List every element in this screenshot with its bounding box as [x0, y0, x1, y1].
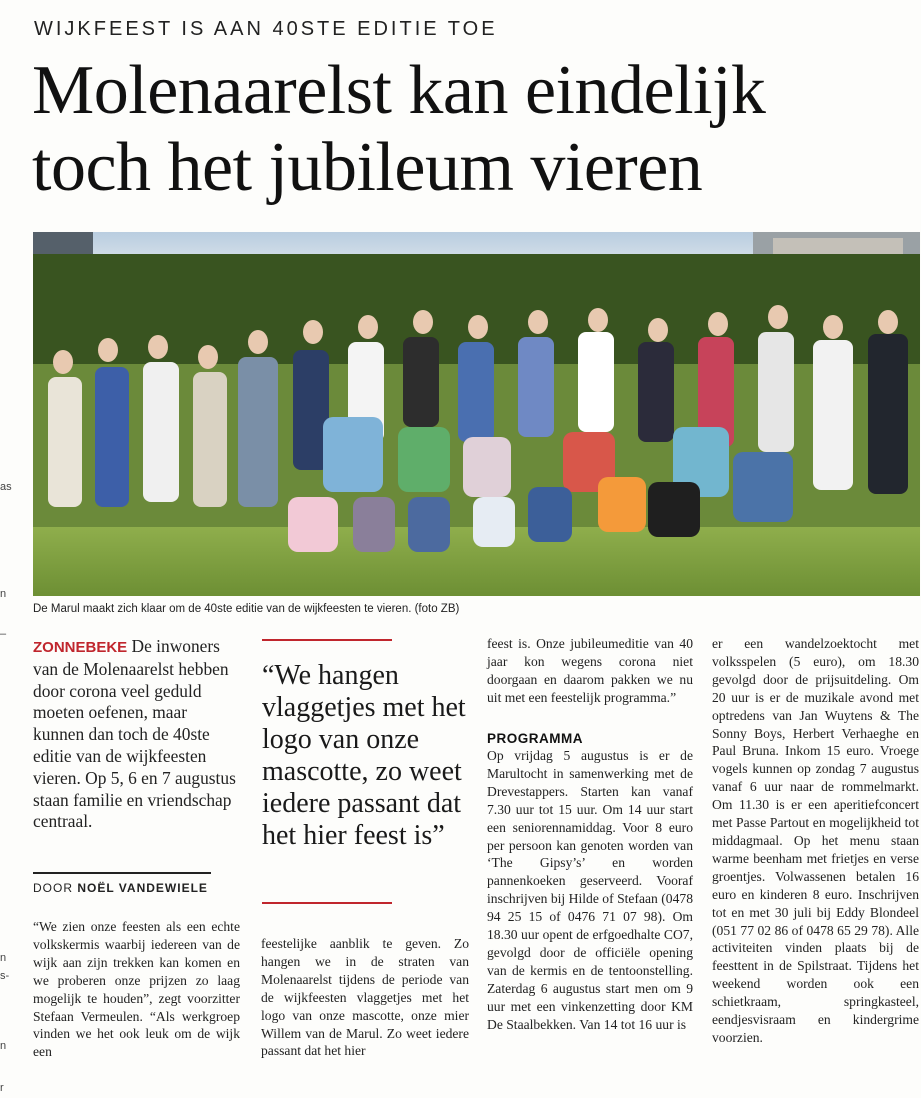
byline-prefix: DOOR [33, 881, 78, 895]
headline-line-1: Molenaarelst kan eindelijk [32, 52, 766, 129]
edge-fragment: n [0, 588, 7, 600]
dateline-place: ZONNEBEKE [33, 639, 128, 656]
body-column-1: “We zien onze feesten als een echte volkskermis waarbij iedereen van de wijk aan zijn trekken kan komen en we proberen onze prijzen zo laag mogelijk te houden”, zegt voorzitter Stefaan Vermeulen. “Als werkgroep vinden we het ook leuk om de wijk een [33, 919, 240, 1060]
group-photo-illustration [33, 232, 920, 596]
byline-author: NOËL VANDEWIELE [77, 881, 208, 895]
edge-fragment: – [0, 628, 7, 640]
program-heading: PROGRAMMA [487, 731, 583, 746]
quote-top-rule [262, 639, 392, 641]
group-photo [33, 232, 920, 596]
headline-line-2: toch het jubileum vieren [32, 129, 703, 206]
photo-caption: De Marul maakt zich klaar om de 40ste editie van de wijkfeesten te vieren. (foto ZB) [33, 603, 460, 615]
edge-fragment: r [0, 1082, 4, 1094]
lead-paragraph [33, 636, 241, 833]
body-column-2: feestelijke aanblik te geven. Zo hangen we in de straten van Molenaarelst tijdens de periode van de wijkfeesten vlaggetjes met het logo van onze mascotte, onze mier Willem van de Marul. Zo weet iedere passant dat het hier [261, 936, 469, 1059]
byline [33, 881, 208, 895]
article-kicker: WIJKFEEST IS AAN 40STE EDITIE TOE [34, 18, 498, 40]
article-headline [32, 52, 912, 206]
edge-fragment: as [0, 481, 12, 493]
pull-quote: “We hangen vlaggetjes met het logo van onze mascotte, zo weet iedere passant dat het hier feest is” [262, 660, 466, 851]
edge-fragment: s- [0, 970, 10, 982]
lead-text: De inwoners van de Molenaarelst hebben door corona veel geduld moeten oefenen, maar kunnen dan toch de 40ste editie van de wijkfeesten vieren. Op 5, 6 en 7 augustus staan familie en vriendschap centraal. [33, 636, 236, 832]
body-column-3-program: Op vrijdag 5 augustus is er de Marultocht in samenwerking met de Drevestappers. Starten kan vanaf 7.30 uur tot 15 uur. Om 14 uur start een seniorennamiddag. Voor 8 euro per persoon kan genoten worden van ‘The Gipsy’s’ en worden pannenkoeken geserveerd. Vooraf inschrijven bij Hilde of Stefaan (0478 94 25 15 of 0476 71 07 98). Om 18.30 uur opent de erfgoedhalte CO7, gevolgd door de officiële opening van de kermis en de tentoonstelling. Zaterdag 6 augustus start men om 9 uur met een vinkenzetting door KM De Staalbekken. Van 14 tot 16 uur is [487, 748, 693, 1032]
body-column-4: er een wandelzoektocht met volksspelen (5 euro), om 18.30 gevolgd door de prijsuitdeling. Om 20 uur is er de muzikale avond met optredens van Jan Wuytens & The Sonny Boys, Herbert Verhaeghe en Paul Bruna. Inkom 15 euro. Vroege vogels kunnen op zondag 7 augustus vanaf 6 uur naar de rommelmarkt. Om 11.30 is er een aperitiefconcert met Passe Partout en mogelijkheid tot middagmaal. Op het menu staan warme beenham met frietjes en verse groentjes. Volwassenen betalen 16 euro en kinderen 8 euro. Inschrijven tot en met 30 juli bij Eddy Blondeel (051 77 02 86 of 0478 65 29 78). Alle activiteiten vinden plaats bij de feesttent in de Spilstraat. Tijdens het weekend worden ook een schietkraam, springkasteel, eendjesvisraam en kindergrime voorzien. [712, 636, 919, 1045]
byline-divider [33, 872, 211, 874]
quote-bottom-rule [262, 902, 392, 904]
body-column-3-top: feest is. Onze jubileumeditie van 40 jaar kon wegens corona niet doorgaan en daarom pakken we nu uit met een feestelijk programma.” [487, 636, 693, 705]
edge-fragment: n [0, 1040, 7, 1052]
edge-fragment: n [0, 952, 7, 964]
